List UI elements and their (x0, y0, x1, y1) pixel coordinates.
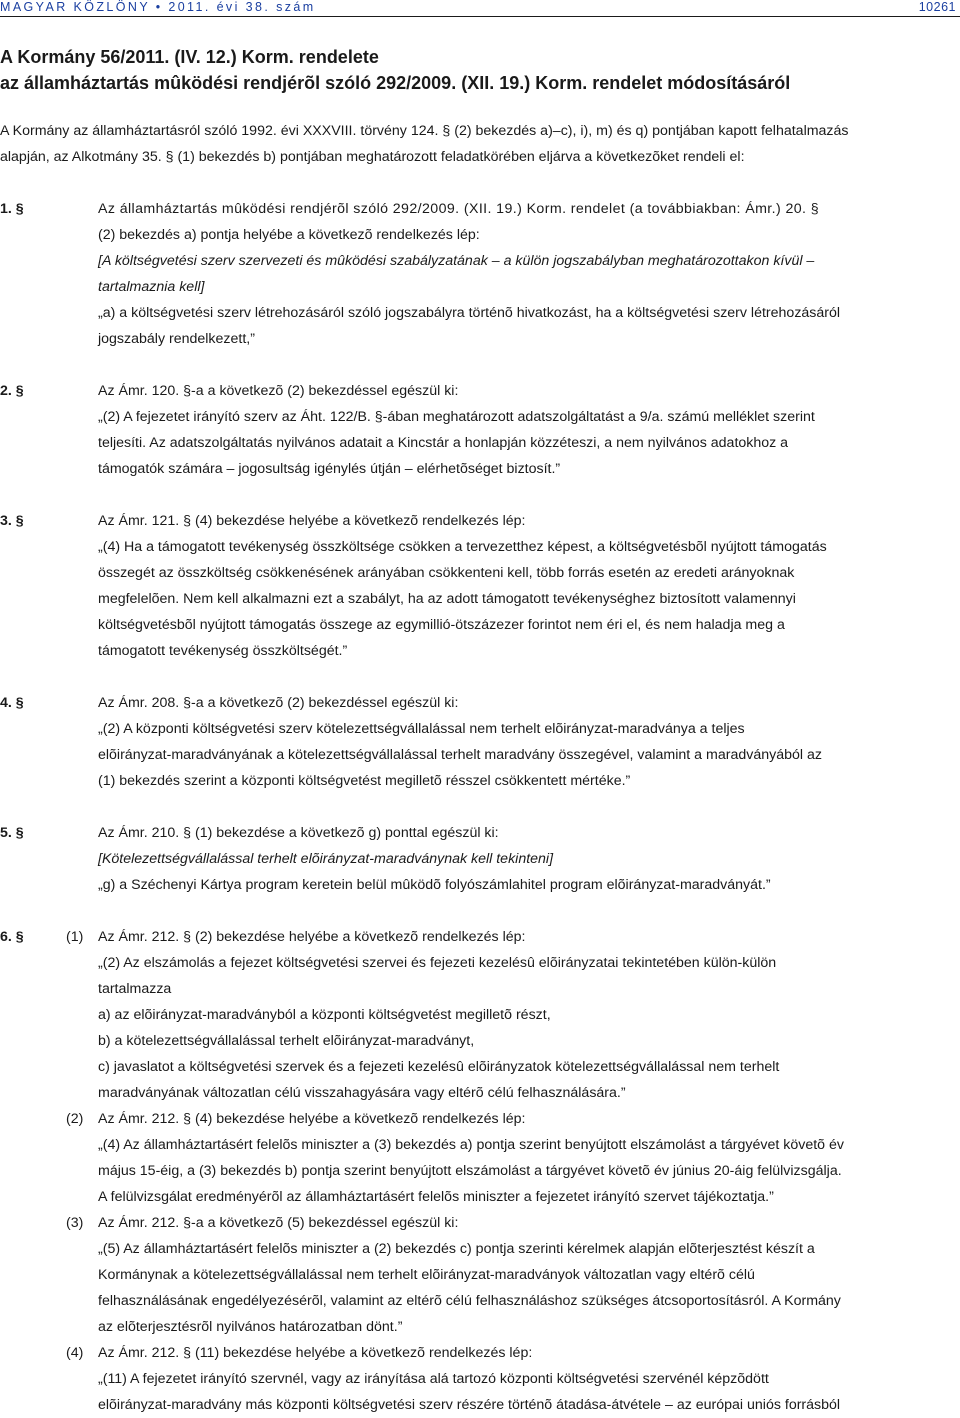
text-line: „(4) Az államháztartásért felelõs miniszter a (3) bekezdés a) pontja szerint benyújtott elszámolást a tárgyévet követõ év (98, 1137, 844, 1153)
preamble (0, 118, 958, 170)
section-number: 4. § (0, 695, 24, 711)
text-line: támogatott tevékenység összköltségét.” (98, 643, 348, 659)
preamble-line-2: alapján, az Alkotmány 35. § (1) bekezdés b) pontjában meghatározott feladatkörében eljárva a következõket rendeli el: (0, 149, 745, 165)
text-line: megfelelõen. Nem kell alkalmazni ezt a szabályt, ha az adott támogatott tevékenységhez biztosított valamennyi (98, 591, 796, 607)
text-line: felhasználásának engedélyezésérõl, valamint az eltérõ célú felhasználáshoz szükséges átcsoportosításról. A Kormány (98, 1293, 841, 1309)
section-number: 5. § (0, 825, 24, 841)
text-line: tartalmazza (98, 981, 172, 997)
text-line: Az Ámr. 212. § (4) bekezdése helyébe a következõ rendelkezés lép: (98, 1111, 526, 1127)
text-line: a) az elõirányzat-maradványból a központi költségvetést megilletõ részt, (98, 1007, 551, 1023)
text-line: b) a kötelezettségvállalással terhelt elõirányzat-maradványt, (98, 1033, 475, 1049)
text-line: támogatók számára – jogosultság igénylés útján – elérhetõséget biztosít.” (98, 461, 561, 477)
text-line: „(4) Ha a támogatott tevékenység összköltsége csökken a tervezetthez képest, a költségvetésbõl nyújtott támogatás (98, 539, 827, 555)
section-body (98, 196, 958, 352)
text-line: az elõterjesztésrõl nyilvános határozatban dönt.” (98, 1319, 403, 1335)
text-line: Az Ámr. 210. § (1) bekezdése a következõ g) ponttal egészül ki: (98, 825, 499, 841)
text-line: „(2) A központi költségvetési szerv kötelezettségvállalással nem terhelt elõirányzat-maradványa a teljes (98, 721, 745, 737)
text-line: teljesíti. Az adatszolgáltatás nyilvános adatait a Kincstár a honlapján közzéteszi, a nem nyilvános adatokhoz a (98, 435, 789, 451)
text-line: Az államháztartás mûködési rendjérõl szóló 292/2009. (XII. 19.) Korm. rendelet (a továbbiakban: Ámr.) 20. § (98, 201, 819, 217)
section-number: 2. § (0, 383, 24, 399)
text-line: Az Ámr. 212. § (11) bekezdése helyébe a következõ rendelkezés lép: (98, 1345, 533, 1361)
section-body (98, 690, 958, 794)
section-number: 3. § (0, 513, 24, 529)
header-rule (0, 16, 960, 17)
text-line: „(2) Az elszámolás a fejezet költségvetési szervei és fejezeti kezelésû elõirányzatai tekintetében külön-külön (98, 955, 777, 971)
text-line: május 15-éig, a (3) bekezdés b) pontja szerint benyújtott elszámolást a tárgyévet követõ év június 20-áig felülvizsgálja. (98, 1163, 842, 1179)
section-number: 1. § (0, 201, 24, 217)
subsection-4-body (98, 1340, 958, 1418)
section-number: 6. § (0, 929, 24, 945)
running-header (0, 0, 958, 16)
title-line-1: A Kormány 56/2011. (IV. 12.) Korm. rendelete (0, 47, 379, 67)
text-line: (1) bekezdés szerint a központi költségvetést megilletõ résszel csökkentett mértéke.” (98, 773, 631, 789)
text-line: maradványának változatlan célú visszahagyására vagy eltérõ célú felhasználására.” (98, 1085, 626, 1101)
text-line: tartalmaznia kell] (98, 279, 205, 295)
text-line: elõirányzat-maradványának a kötelezettségvállalással terhelt maradvány összegével, valamint a maradványából az (98, 747, 822, 763)
subsection-3-body (98, 1210, 958, 1340)
text-line: Az Ámr. 208. §-a a következõ (2) bekezdéssel egészül ki: (98, 695, 459, 711)
section-body (98, 820, 958, 898)
text-line: Az Ámr. 212. § (2) bekezdése helyébe a következõ rendelkezés lép: (98, 929, 526, 945)
text-line: összegét az összköltség csökkenésének arányában csökkenteni kell, több forrás esetén az eredeti arányoknak (98, 565, 795, 581)
text-line: „(11) A fejezetet irányító szervnél, vagy az irányítása alá tartozó központi költségvetési szervénél képzõdött (98, 1371, 769, 1387)
preamble-line-1: A Kormány az államháztartásról szóló 1992. évi XXXVIII. törvény 124. § (2) bekezdés a)–c), i), m) és q) pontjában kapott felhatalmazás (0, 123, 849, 139)
text-line: „(2) A fejezetet irányító szerv az Áht. 122/B. §-ában meghatározott adatszolgáltatást a 9/a. számú melléklet szerint (98, 409, 815, 425)
text-line: Az Ámr. 212. §-a a következõ (5) bekezdéssel egészül ki: (98, 1215, 459, 1231)
text-line: Kormánynak a kötelezettségvállalással nem terhelt elõirányzat-maradványok változatlan vagy eltérõ célú (98, 1267, 755, 1283)
text-line: Az Ámr. 121. § (4) bekezdése helyébe a következõ rendelkezés lép: (98, 513, 526, 529)
subsection-number: (2) (66, 1111, 84, 1127)
subsection-number: (3) (66, 1215, 84, 1231)
text-line: A felülvizsgálat eredményérõl az államháztartásért felelõs miniszter a fejezetet irányító szervet tájékoztatja.” (98, 1189, 774, 1205)
subsection-1-body (98, 924, 958, 1106)
text-line: „g) a Széchenyi Kártya program keretein belül mûködõ folyószámlahitel program elõirányzat-maradványát.” (98, 877, 771, 893)
page-title (0, 44, 958, 96)
journal-title: MAGYAR KÖZLÖNY • 2011. évi 38. szám (0, 0, 316, 14)
title-line-2: az államháztartás mûködési rendjérõl szóló 292/2009. (XII. 19.) Korm. rendelet módosításáról (0, 73, 791, 93)
text-line: [A költségvetési szerv szervezeti és mûködési szabályzatának – a külön jogszabályban meghatározottakon kívül – (98, 253, 815, 269)
text-line: [Kötelezettségvállalással terhelt elõirányzat-maradványnak kell tekinteni] (98, 851, 554, 867)
text-line: (2) bekezdés a) pontja helyébe a következõ rendelkezés lép: (98, 227, 480, 243)
text-line: c) javaslatot a költségvetési szervek és a fejezeti kezelésû elõirányzatok kötelezettségvállalással nem terhelt (98, 1059, 780, 1075)
subsection-number: (1) (66, 929, 84, 945)
page-number: 10261 (918, 0, 956, 14)
text-line: elõirányzat-maradvány más központi költségvetési szerv részére történõ átadása-átvétele – az európai uniós forrásból (98, 1397, 841, 1413)
text-line: Az Ámr. 120. §-a a következõ (2) bekezdéssel egészül ki: (98, 383, 459, 399)
subsection-number: (4) (66, 1345, 84, 1361)
text-line: „a) a költségvetési szerv létrehozásáról szóló jogszabályra történõ hivatkozást, ha a költségvetési szerv létrehozásáról (98, 305, 841, 321)
text-line: költségvetésbõl nyújtott támogatás összege az egymillió-ötszázezer forintot nem éri el, és nem haladja meg a (98, 617, 785, 633)
section-body (98, 378, 958, 482)
section-body (98, 508, 958, 664)
text-line: „(5) Az államháztartásért felelõs miniszter a (2) bekezdés c) pontja szerinti kérelmek alapján elõterjesztést készít a (98, 1241, 815, 1257)
text-line: jogszabály rendelkezett,” (98, 331, 255, 347)
subsection-2-body (98, 1106, 958, 1210)
